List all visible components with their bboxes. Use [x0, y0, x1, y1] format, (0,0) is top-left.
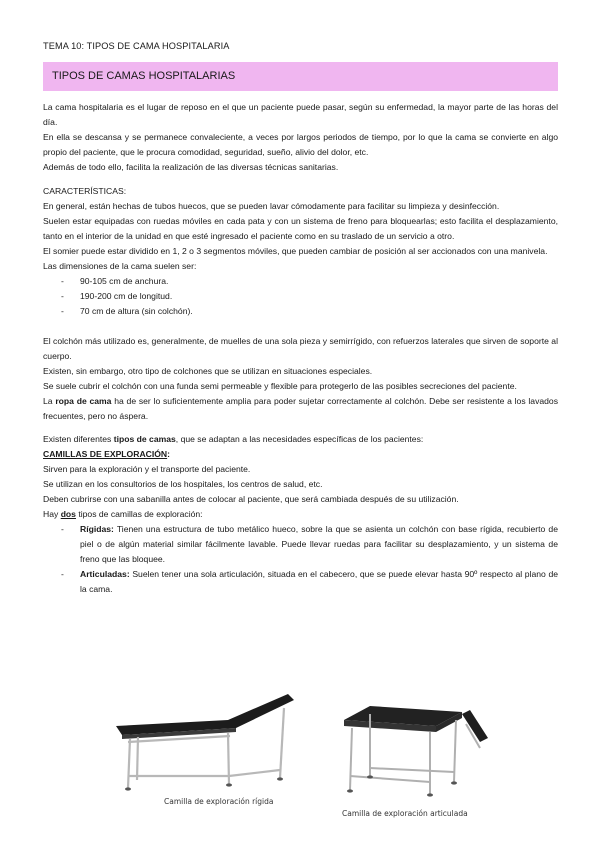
colchon-paragraph: Se suele cubrir el colchón con una funda semi permeable y flexible para protegerlo de las posibles secreciones del paciente.: [43, 380, 517, 391]
colchon-paragraph: El colchón más utilizado es, generalmente, de muelles de una sola pieza y semirrígido, con refuerzos laterales que sirven de soporte al cuerpo.: [43, 335, 558, 361]
tipos-paragraph: Existen diferentes tipos de camas, que se adaptan a las necesidades específicas de los pacientes:: [43, 434, 424, 444]
list-item: - 90-105 cm de anchura.: [61, 275, 169, 286]
articulated-table-figure: [330, 690, 500, 800]
camillas-line: Se utilizan en los consultorios de los hospitales, los centros de salud, etc.: [43, 479, 323, 489]
ropa-paragraph: La ropa de cama ha de ser lo suficientemente amplia para poder sujetar correctamente al colchón. Debe ser resistente a los lavados frecuentes, pero no áspera.: [43, 395, 559, 421]
caracteristicas-paragraph: Suelen estar equipadas con ruedas móviles en cada pata y con un sistema de freno para bloquearlas; esto facilita el desplazamiento, tanto en el interior de la unidad en que esté ingresado el paciente como en su traslado de un servicio a otro.: [43, 215, 558, 241]
intro-paragraph: La cama hospitalaria es el lugar de reposo en el que un paciente puede pasar, según su enfermedad, la mayor parte de las horas del día.: [43, 102, 558, 127]
rigid-table-figure: [108, 684, 298, 794]
intro-paragraph: En ella se descansa y se permanece convaleciente, a veces por largos periodos de tiempo, por lo que la cama se convierte en algo propio del paciente, que le procura comodidad, seguridad, sueño, alivio del dolor, etc.: [43, 132, 558, 157]
rigid-exam-table-image: [108, 684, 298, 794]
list-item: - 70 cm de altura (sin colchón).: [61, 305, 193, 316]
camillas-types-list: [43, 522, 558, 597]
list-item: - 190-200 cm de longitud.: [61, 290, 173, 301]
camillas-types-intro: Hay dos tipos de camillas de exploración:: [43, 509, 203, 519]
section-title: TIPOS DE CAMAS HOSPITALARIAS: [52, 70, 236, 82]
caracteristicas-heading: CARACTERÍSTICAS:: [43, 185, 127, 196]
camillas-heading: CAMILLAS DE EXPLORACIÓN:: [43, 449, 171, 459]
colchon-paragraph: Existen, sin embargo, otro tipo de colchones que se utilizan en situaciones especiales.: [43, 365, 373, 376]
caracteristicas-paragraph: Las dimensiones de la cama suelen ser:: [43, 260, 197, 271]
section-title-band: [43, 62, 558, 91]
camillas-line: Sirven para la exploración y el transporte del paciente.: [43, 464, 251, 474]
intro-paragraph: Además de todo ello, facilita la realización de las diversas técnicas sanitarias.: [43, 162, 339, 172]
list-item: - Rígidas: Tienen una estructura de tubo metálico hueco, sobre la que se asienta un colchón con base rígida, recubierto de piel o de algún material similar fácilmente lavable. Puede llevar ruedas para facilitar su desplazamiento, y un sistema de freno que las bloquee.: [61, 524, 558, 564]
right-figure-caption: Camilla de exploración articulada: [342, 809, 468, 818]
caracteristicas-paragraph: En general, están hechas de tubos huecos, que se pueden lavar cómodamente para facilitar su limpieza y desinfección.: [43, 200, 500, 211]
caracteristicas-paragraph: El somier puede estar dividido en 1, 2 o 3 segmentos móviles, que pueden cambiar de posición al ser accionados con una manivela.: [43, 245, 548, 256]
body-text: [43, 100, 558, 597]
left-figure-caption: Camilla de exploración rígida: [164, 797, 274, 806]
document-header: TEMA 10: TIPOS DE CAMA HOSPITALARIA: [43, 41, 230, 51]
list-item: - Articuladas: Suelen tener una sola articulación, situada en el cabecero, que se puede elevar hasta 90º respecto al plano de la cama.: [61, 569, 559, 594]
camillas-line: Deben cubrirse con una sabanilla antes de colocar al paciente, que será cambiada después de su utilización.: [43, 494, 459, 504]
dimensions-list: [43, 274, 558, 319]
articulated-exam-table-image: [330, 690, 500, 800]
